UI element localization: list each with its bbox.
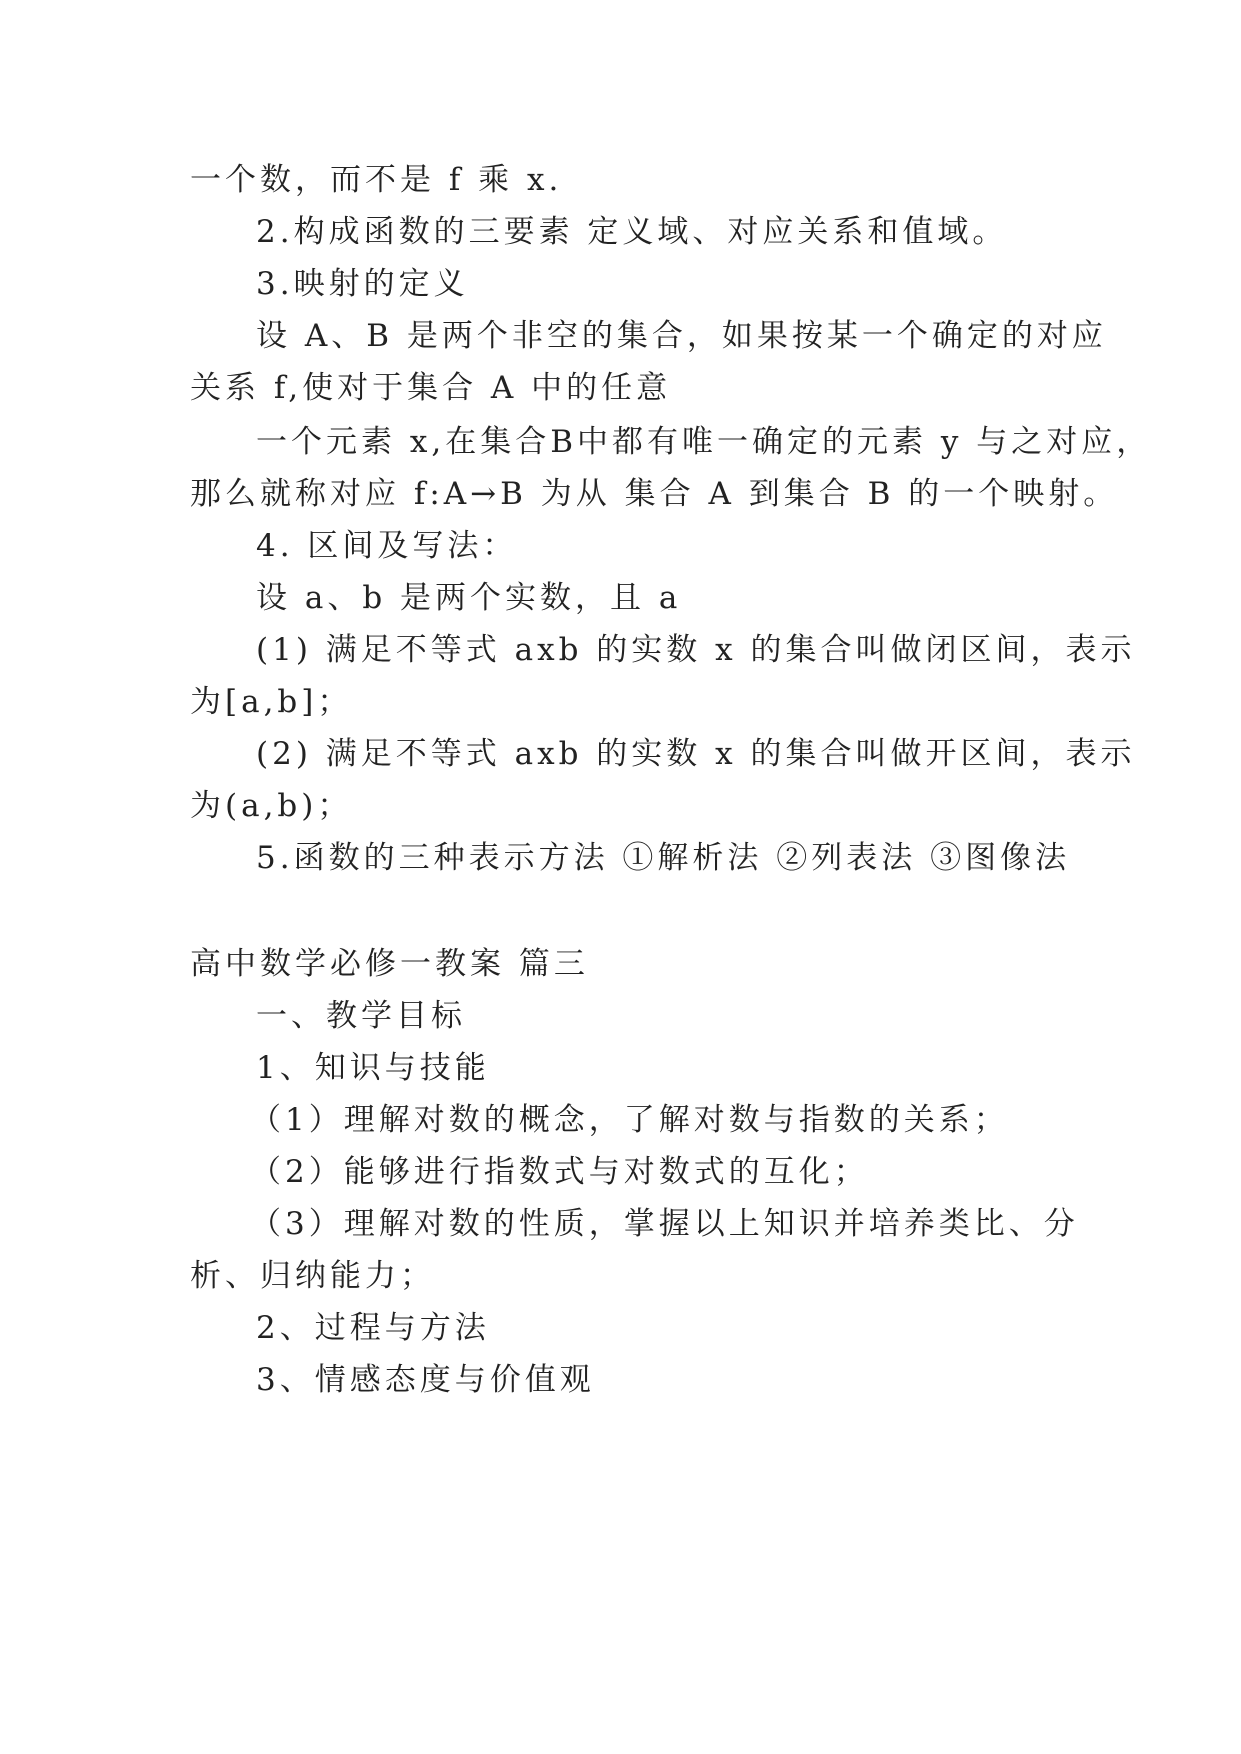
paragraph-line: 析、归纳能力； xyxy=(190,1258,435,1294)
paragraph-line: （3）理解对数的性质，掌握以上知识并培养类比、分 xyxy=(250,1206,1079,1242)
section-heading: 高中数学必修一教案 篇三 xyxy=(190,946,589,982)
paragraph-line: 2、过程与方法 xyxy=(256,1310,490,1346)
paragraph-line: 1、知识与技能 xyxy=(256,1050,490,1086)
paragraph-line: 设 A、B 是两个非空的集合，如果按某一个确定的对应 xyxy=(256,318,1107,354)
paragraph-line: 一、教学目标 xyxy=(256,998,466,1034)
paragraph-line: 5.函数的三种表示方法 ①解析法 ②列表法 ③图像法 xyxy=(256,840,1071,876)
paragraph-line: 为(a,b)； xyxy=(190,788,353,824)
paragraph-line: （2）能够进行指数式与对数式的互化； xyxy=(250,1154,869,1190)
paragraph-line: 为[a,b]； xyxy=(190,684,353,720)
paragraph-line: （1）理解对数的概念，了解对数与指数的关系； xyxy=(250,1102,1009,1138)
paragraph-line: 关系 f,使对于集合 A 中的任意 xyxy=(190,370,672,406)
paragraph-line: 3.映射的定义 xyxy=(256,266,469,302)
paragraph-line: 一个数，而不是 f 乘 x. xyxy=(190,162,563,198)
paragraph-line: 2.构成函数的三要素 定义域、对应关系和值域。 xyxy=(256,214,1008,250)
paragraph-line: 设 a、b 是两个实数，且 a xyxy=(256,580,682,616)
paragraph-line: (2) 满足不等式 axb 的实数 x 的集合叫做开区间，表示 xyxy=(256,736,1136,772)
paragraph-line: (1) 满足不等式 axb 的实数 x 的集合叫做闭区间，表示 xyxy=(256,632,1136,668)
paragraph-line: 4. 区间及写法： xyxy=(256,528,518,564)
paragraph-line: 一个元素 x,在集合B中都有唯一确定的元素 y 与之对应， xyxy=(256,424,1152,460)
paragraph-line: 3、情感态度与价值观 xyxy=(256,1362,595,1398)
paragraph-line: 那么就称对应 f:A→B 为从 集合 A 到集合 B 的一个映射。 xyxy=(190,476,1119,512)
